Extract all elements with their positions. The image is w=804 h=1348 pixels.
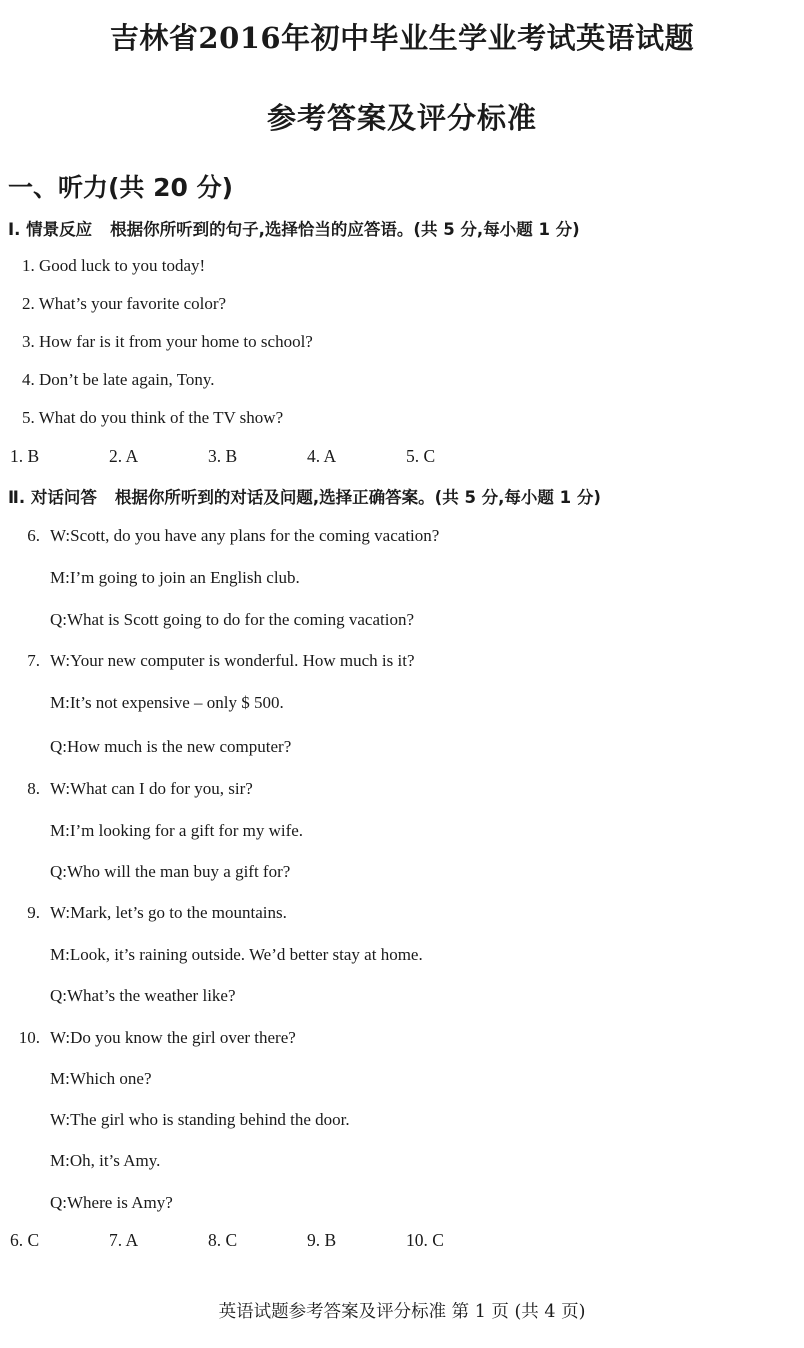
answer-6: 6. C bbox=[10, 1230, 40, 1250]
answer-7: 7. A bbox=[109, 1230, 139, 1250]
dialogue-9-number: 9. bbox=[27, 903, 40, 922]
dialogue-10-line-1: W:Do you know the girl over there? bbox=[50, 1028, 296, 1047]
dialogue-6-number: 6. bbox=[27, 526, 40, 545]
part1-answer-row bbox=[10, 446, 505, 467]
answer-5: 5. C bbox=[406, 446, 436, 466]
document-subtitle: 参考答案及评分标准 bbox=[266, 101, 537, 135]
part2-instruction: 根据你所听到的对话及问题,选择正确答案。(共 5 分,每小题 1 分) bbox=[114, 488, 601, 507]
dialogue-8-line-2: M:I’m looking for a gift for my wife. bbox=[50, 821, 304, 840]
section-heading-listening: 一、听力(共 20 分) bbox=[8, 173, 234, 202]
part1-heading bbox=[8, 216, 580, 240]
sentence-5: 5. What do you think of the TV show? bbox=[22, 408, 284, 427]
dialogue-6-line-1: W:Scott, do you have any plans for the coming vacation? bbox=[50, 526, 440, 545]
dialogue-10-line-2: M:Which one? bbox=[50, 1069, 152, 1088]
dialogue-8-line-1: W:What can I do for you, sir? bbox=[50, 779, 253, 798]
part1-instruction: 根据你所听到的句子,选择恰当的应答语。(共 5 分,每小题 1 分) bbox=[110, 220, 580, 239]
answer-9: 9. B bbox=[307, 1230, 337, 1250]
dialogue-9-line-1: W:Mark, let’s go to the mountains. bbox=[50, 903, 287, 922]
dialogue-10-number: 10. bbox=[18, 1028, 40, 1047]
dialogue-8-number: 8. bbox=[27, 779, 40, 798]
dialogue-10-line-4: M:Oh, it’s Amy. bbox=[50, 1151, 161, 1170]
sentence-4: 4. Don’t be late again, Tony. bbox=[22, 370, 215, 389]
document-title: 吉林省2016年初中毕业生学业考试英语试题 bbox=[109, 21, 695, 55]
part2-label: Ⅱ. 对话问答 bbox=[8, 488, 97, 507]
dialogue-9-line-3: Q:What’s the weather like? bbox=[50, 986, 236, 1005]
sentence-1: 1. Good luck to you today! bbox=[22, 256, 206, 275]
dialogue-6-line-3: Q:What is Scott going to do for the coming vacation? bbox=[50, 610, 415, 629]
answer-8: 8. C bbox=[208, 1230, 238, 1250]
part1-label: Ⅰ. 情景反应 bbox=[8, 220, 93, 239]
dialogue-7-line-1: W:Your new computer is wonderful. How much is it? bbox=[50, 651, 415, 670]
dialogue-10-line-5: Q:Where is Amy? bbox=[50, 1193, 173, 1212]
part2-answer-row bbox=[10, 1230, 505, 1251]
dialogue-7-number: 7. bbox=[27, 651, 40, 670]
answer-10: 10. C bbox=[406, 1230, 444, 1250]
answer-4: 4. A bbox=[307, 446, 337, 466]
dialogue-10-line-3: W:The girl who is standing behind the door. bbox=[50, 1110, 350, 1129]
answer-1: 1. B bbox=[10, 446, 40, 466]
answer-2: 2. A bbox=[109, 446, 139, 466]
dialogue-7-line-3: Q:How much is the new computer? bbox=[50, 737, 292, 756]
sentence-2: 2. What’s your favorite color? bbox=[22, 294, 227, 313]
part2-heading bbox=[8, 484, 601, 508]
dialogue-8-line-3: Q:Who will the man buy a gift for? bbox=[50, 862, 291, 881]
dialogue-6-line-2: M:I’m going to join an English club. bbox=[50, 568, 300, 587]
dialogue-7-line-2: M:It’s not expensive – only $ 500. bbox=[50, 693, 284, 712]
dialogue-9-line-2: M:Look, it’s raining outside. We’d better stay at home. bbox=[50, 945, 423, 964]
page-footer: 英语试题参考答案及评分标准 第 1 页 (共 4 页) bbox=[218, 1302, 586, 1322]
sentence-3: 3. How far is it from your home to school? bbox=[22, 332, 313, 351]
answer-3: 3. B bbox=[208, 446, 238, 466]
